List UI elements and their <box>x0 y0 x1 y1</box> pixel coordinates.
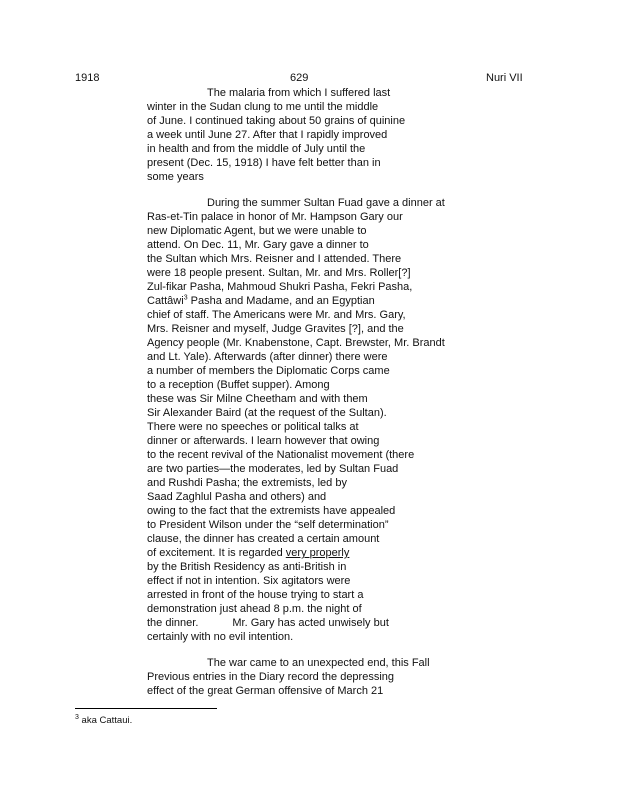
text-line: some years <box>147 171 204 183</box>
text-line: demonstration just ahead 8 p.m. the night of <box>147 603 362 615</box>
text-line: a week until June 27. After that I rapidly improved <box>147 129 388 141</box>
text-line: present (Dec. 15, 1918) I have felt better than in <box>147 157 381 169</box>
text-line: effect of the great German offensive of March 21 <box>147 685 384 697</box>
header-volume: Nuri VII <box>486 72 523 84</box>
text-line: The war came to an unexpected end, this Fall <box>207 657 430 669</box>
text-line: to President Wilson under the “self determination” <box>147 519 389 531</box>
text-line: certainly with no evil intention. <box>147 631 294 643</box>
text-line: and Rushdi Pasha; the extremists, led by <box>147 477 347 489</box>
footnote-separator <box>75 708 217 709</box>
text-line <box>147 294 375 308</box>
text-line: During the summer Sultan Fuad gave a dinner at <box>207 197 445 209</box>
footnote-text: aka Cattaui. <box>78 715 133 726</box>
text-line: by the British Residency as anti-British in <box>147 561 347 573</box>
text-segment: of excitement. It is regarded <box>147 547 286 559</box>
text-line <box>147 616 389 630</box>
underlined-phrase: very properly <box>285 547 350 559</box>
text-line: in health and from the middle of July until the <box>147 143 366 155</box>
text-line: the Sultan which Mrs. Reisner and I attended. There <box>147 253 402 265</box>
text-line: attend. On Dec. 11, Mr. Gary gave a dinner to <box>147 239 369 251</box>
text-line: new Diplomatic Agent, but we were unable to <box>147 225 367 237</box>
text-line: a number of members the Diplomatic Corps came <box>147 365 390 377</box>
cattawi-name: Cattâwi <box>147 295 184 307</box>
text-line: are two parties—the moderates, led by Sultan Fuad <box>147 463 399 475</box>
text-segment: Mr. Gary has acted unwisely but <box>232 617 389 629</box>
text-line: Ras-et-Tin palace in honor of Mr. Hampson Gary our <box>147 211 403 223</box>
page-number: 629 <box>290 72 309 84</box>
text-line: Zul-fikar Pasha, Mahmoud Shukri Pasha, Fekri Pasha, <box>147 281 413 293</box>
footnote <box>75 715 132 727</box>
text-line: were 18 people present. Sultan, Mr. and Mrs. Roller[?] <box>147 267 411 279</box>
text-line: Saad Zaghlul Pasha and others) and <box>147 491 327 503</box>
text-line: Sir Alexander Baird (at the request of the Sultan). <box>147 407 387 419</box>
text-line <box>147 546 349 560</box>
text-line: owing to the fact that the extremists have appealed <box>147 505 396 517</box>
text-line: to a reception (Buffet supper). Among <box>147 379 330 391</box>
footnote-reference: 3 <box>183 294 188 302</box>
text-line: clause, the dinner has created a certain amount <box>147 533 380 545</box>
text-line: effect if not in intention. Six agitators were <box>147 575 351 587</box>
text-line: Previous entries in the Diary record the depressing <box>147 671 395 683</box>
text-line: chief of staff. The Americans were Mr. and Mrs. Gary, <box>147 309 406 321</box>
text-line: The malaria from which I suffered last <box>207 87 391 99</box>
text-line: There were no speeches or political talks at <box>147 421 359 433</box>
text-line: Mrs. Reisner and myself, Judge Gravites [?], and the <box>147 323 404 335</box>
text-line: to the recent revival of the Nationalist movement (there <box>147 449 415 461</box>
text-line: arrested in front of the house trying to start a <box>147 589 364 601</box>
text-line: and Lt. Yale). Afterwards (after dinner) there were <box>147 351 388 363</box>
text-segment: the dinner. <box>147 617 199 629</box>
text-segment: Pasha and Madame, and an Egyptian <box>187 295 375 307</box>
text-line: these was Sir Milne Cheetham and with them <box>147 393 368 405</box>
text-line: of June. I continued taking about 50 grains of quinine <box>147 115 406 127</box>
text-line: winter in the Sudan clung to me until the middle <box>147 101 379 113</box>
footnote-mark: 3 <box>75 713 79 721</box>
text-line: dinner or afterwards. I learn however that owing <box>147 435 380 447</box>
text-line: Agency people (Mr. Knabenstone, Capt. Brewster, Mr. Brandt <box>147 337 445 349</box>
header-year: 1918 <box>75 72 100 84</box>
